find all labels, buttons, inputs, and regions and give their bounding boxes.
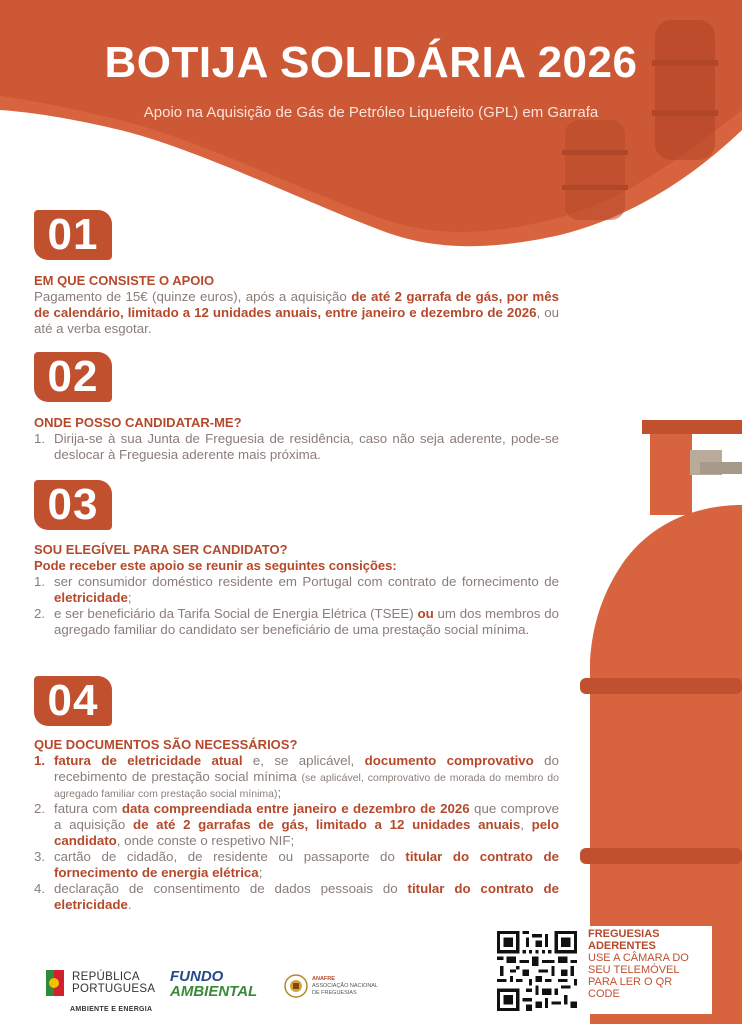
text: Pagamento de 15€ (quinze euros), após a aquisição	[34, 289, 352, 304]
bold-text: de até 2 garrafas de gás, limitado a 12 unidades anuais	[132, 817, 521, 832]
list-text	[54, 881, 559, 913]
logo-text-line1: FUNDO	[170, 968, 224, 985]
text: , onde conste o respetivo NIF;	[116, 833, 295, 848]
list-number: 4.	[34, 881, 46, 896]
bold-text: pelo candidato	[54, 817, 559, 848]
text: e ser beneficiário da Tarifa Social de Energia Elétrica (TSEE)	[54, 606, 418, 621]
bold-text: ou	[417, 606, 434, 621]
text: ser consumidor doméstico residente em Portugal com contrato de fornecimento de	[54, 574, 559, 589]
section-02	[34, 415, 559, 463]
logo-text-line1: ANAFRE	[312, 975, 335, 982]
bold-text: documento comprovativo	[364, 753, 534, 768]
section-number-badge: 01	[34, 210, 112, 260]
anafre-seal-icon	[284, 974, 308, 998]
section-number-badge: 04	[34, 676, 112, 726]
qr-text-line3: PARA LER O QR	[588, 976, 673, 988]
anafre-logo	[284, 974, 378, 998]
qr-code[interactable]	[497, 931, 577, 1011]
qr-text-line2: SEU TELEMÓVEL	[588, 964, 680, 976]
list-number: 1.	[34, 431, 46, 446]
section-number-badge: 03	[34, 480, 112, 530]
text: , ou até a verba esgotar.	[34, 305, 560, 336]
bold-text: eletricidade	[54, 590, 128, 605]
bold-text: data compreendiada entre janeiro e dezembro de 2026	[121, 801, 470, 816]
bold-text: titular do contrato de eletricidade	[54, 881, 559, 912]
section-heading: SOU ELEGÍVEL PARA SER CANDIDATO?	[34, 542, 288, 557]
text: que comprove a aquisição	[54, 801, 559, 832]
text: do recebimento de prestação social mínima	[54, 753, 559, 784]
qr-text-line1: USE A CÂMARA DO	[588, 952, 689, 964]
section-heading: ONDE POSSO CANDIDATAR-ME?	[34, 415, 242, 430]
section-heading: QUE DOCUMENTOS SÃO NECESSÁRIOS?	[34, 737, 298, 752]
list-text	[54, 849, 559, 881]
text: um dos membros do agregado familiar do candidato ser beneficiário de uma prestação social mínima.	[54, 606, 559, 637]
logo-text-line2: ASSOCIAÇÃO NACIONAL	[312, 982, 379, 989]
section-lead: Pode receber este apoio se reunir as seguintes consições:	[34, 558, 397, 573]
republica-portuguesa-logo	[44, 968, 155, 998]
section-number-badge: 02	[34, 352, 112, 402]
fundo-ambiental-logo	[170, 969, 257, 999]
list-number: 2.	[34, 606, 46, 621]
qr-text-line4: CODE	[588, 988, 620, 1000]
text: cartão de cidadão, de residente ou passaporte do	[54, 849, 406, 864]
text: e, se aplicável,	[242, 753, 365, 768]
section-01	[34, 273, 559, 337]
bold-text: de até 2 garrafa de gás, por mês de calendário, limitado a 12 unidades anuais, entre janeiro e dezembro de 2026	[34, 289, 559, 320]
text: ;	[277, 785, 282, 800]
section-paragraph	[34, 289, 559, 337]
logo-text-line2: PORTUGUESA	[72, 983, 156, 995]
list-item	[34, 753, 559, 801]
text: fatura com	[54, 801, 122, 816]
portugal-flag-icon	[44, 968, 66, 998]
logo-subtitle: AMBIENTE E ENERGIA	[70, 1006, 153, 1013]
page-title: BOTIJA SOLIDÁRIA 2026	[104, 38, 638, 87]
bold-text: titular do contrato de fornecimento de energia elétrica	[54, 849, 559, 880]
text: ;	[127, 590, 132, 605]
list-text	[54, 574, 559, 606]
section-heading: EM QUE CONSISTE O APOIO	[34, 273, 215, 288]
list-item	[34, 849, 559, 881]
qr-heading-line2: ADERENTES	[588, 940, 656, 952]
logo-text-line3: DE FREGUESIAS	[312, 989, 357, 996]
text: ;	[258, 865, 263, 880]
qr-heading-line1: FREGUESIAS	[588, 928, 660, 940]
list-item	[34, 881, 559, 913]
qr-info-box	[585, 926, 712, 1014]
list-number: 1.	[34, 753, 46, 768]
list-item	[34, 801, 559, 849]
list-text: Dirija-se à sua Junta de Freguesia de residência, caso não seja aderente, pode-se deslocar à Freguesia aderente mais próxima.	[54, 431, 559, 462]
list-text	[54, 606, 559, 638]
logo-text-line1: REPÚBLICA	[72, 971, 140, 983]
list-item	[34, 431, 559, 463]
section-03	[34, 542, 559, 638]
list-item	[34, 606, 559, 638]
list-number: 3.	[34, 849, 46, 864]
logo-text-line2: AMBIENTAL	[170, 983, 258, 1000]
list-item	[34, 574, 559, 606]
section-04	[34, 737, 559, 913]
text: .	[127, 897, 132, 912]
page-subtitle: Apoio na Aquisição de Gás de Petróleo Liquefeito (GPL) em Garrafa	[143, 104, 599, 121]
small-note: (se aplicável, comprovativo de morada do membro do agregado familiar com prestação social mínima)	[54, 772, 559, 800]
list-text	[54, 753, 559, 801]
list-number: 2.	[34, 801, 46, 816]
list-text	[54, 801, 559, 849]
bold-text: fatura de eletricidade atual	[54, 753, 243, 768]
list-number: 1.	[34, 574, 46, 589]
text: ,	[520, 817, 532, 832]
text: declaração de consentimento de dados pessoais do	[54, 881, 408, 896]
